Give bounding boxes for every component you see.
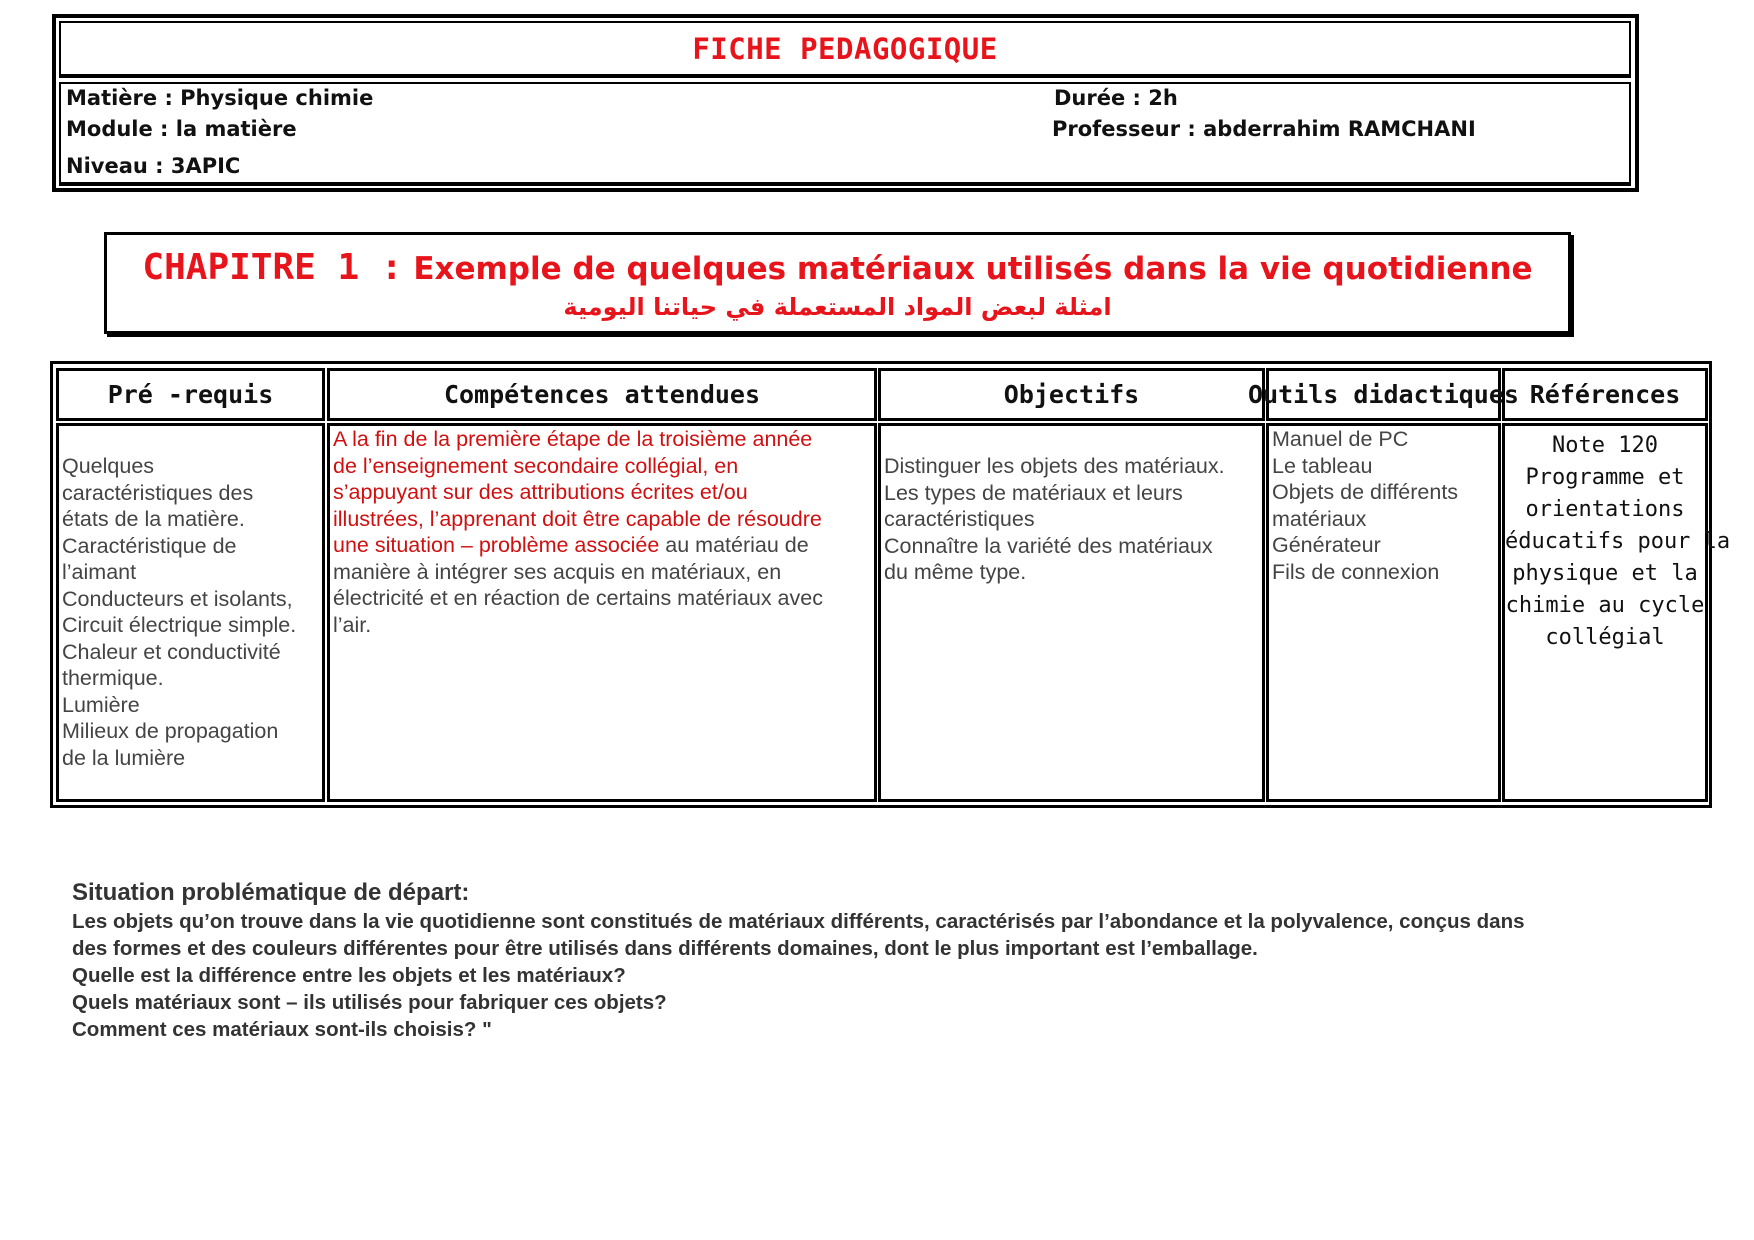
situation-lines xyxy=(72,908,1722,1043)
competences-line: illustrées, l’apprenant doit être capable de résoudre xyxy=(333,506,822,531)
prerequis-line: thermique. xyxy=(62,666,164,690)
outil-line: Générateur xyxy=(1272,533,1381,557)
reference-line: orientations xyxy=(1525,497,1685,522)
competences-line: A la fin de la première étape de la troisième année xyxy=(333,427,813,451)
competences-line: électricité et en réaction de certains matériaux avec xyxy=(333,586,823,610)
matiere-label: Matière : Physique chimie xyxy=(66,86,374,110)
competences-text xyxy=(333,426,823,638)
situation-line: Quelle est la différence entre les objets et les matériaux? xyxy=(72,964,626,987)
situation-line: Quels matériaux sont – ils utilisés pour fabriquer ces objets? xyxy=(72,991,667,1014)
pedagogy-table xyxy=(50,361,1731,808)
niveau-label: Niveau : 3APIC xyxy=(66,154,241,178)
competences-mixed-red: une situation – problème associée xyxy=(333,533,660,557)
col-header-outils: Outils didactiques xyxy=(1266,368,1501,421)
reference-line: Note 120 xyxy=(1552,433,1658,458)
competences-line: de l’enseignement secondaire collégial, en xyxy=(333,453,739,478)
prerequis-line: de la lumière xyxy=(62,745,186,770)
situation-line: Les objets qu’on trouve dans la vie quotidienne sont constitués de matériaux différents, caractérisés par l’abondance et la polyvalence, conçus dans xyxy=(72,910,1525,933)
objectif-line: caractéristiques xyxy=(884,507,1035,531)
cell-references xyxy=(1502,423,1731,802)
page-title: FICHE PEDAGOGIQUE xyxy=(692,31,998,66)
competences-line: l’air. xyxy=(333,612,372,637)
cell-objectifs xyxy=(878,423,1265,802)
competences-line: s’appuyant sur des attributions écrites et/ou xyxy=(333,480,748,504)
competences-mixed-line xyxy=(333,532,823,559)
situation-line: Comment ces matériaux sont-ils choisis? " xyxy=(72,1018,492,1041)
prerequis-line: Quelques xyxy=(62,454,155,478)
outil-line: Le tableau xyxy=(1272,453,1373,478)
objectif-line: du même type. xyxy=(884,560,1027,584)
col-header-prerequis: Pré -requis xyxy=(56,368,325,421)
reference-line: Programme et xyxy=(1525,465,1685,490)
header-info-box xyxy=(59,82,1631,186)
module-label: Module : la matière xyxy=(66,117,297,141)
competences-red-lines xyxy=(333,426,823,532)
chapter-box xyxy=(104,232,1571,334)
chapter-label: CHAPITRE 1 : xyxy=(142,247,403,288)
outil-line: Objets de différents xyxy=(1272,480,1459,504)
outil-line: Fils de connexion xyxy=(1272,559,1440,584)
prerequis-line: caractéristiques des xyxy=(62,480,254,505)
reference-line: chimie au cycle xyxy=(1505,593,1705,618)
prerequis-line: Circuit électrique simple. xyxy=(62,613,297,637)
header-title-box xyxy=(59,21,1631,78)
prerequis-line: Milieux de propagation xyxy=(62,719,279,743)
prerequis-line: Chaleur et conductivité xyxy=(62,639,281,664)
chapter-title xyxy=(107,247,1568,288)
outil-line: Manuel de PC xyxy=(1272,427,1409,451)
situation-title: Situation problématique de départ: xyxy=(72,879,470,906)
competences-black-lines xyxy=(333,559,823,639)
col-header-references: Références xyxy=(1502,368,1708,421)
cell-competences xyxy=(327,423,877,802)
chapter-title-text: Exemple de quelques matériaux utilisés dans la vie quotidienne xyxy=(413,251,1533,287)
prerequis-line: Lumière xyxy=(62,692,140,717)
reference-line: collégial xyxy=(1545,625,1665,650)
competences-line: manière à intégrer ses acquis en matériaux, en xyxy=(333,559,782,584)
professeur-label: Professeur : abderrahim RAMCHANI xyxy=(1052,117,1476,141)
objectif-line: Distinguer les objets des matériaux. xyxy=(884,454,1225,478)
reference-line: éducatifs pour la xyxy=(1505,529,1731,554)
competences-mixed-black: au matériau de xyxy=(659,533,809,557)
objectif-line: Connaître la variété des matériaux xyxy=(884,533,1213,558)
prerequis-list xyxy=(62,453,296,771)
prerequis-line: états de la matière. xyxy=(62,507,245,531)
situation-line: des formes et des couleurs différentes pour être utilisés dans différents domaines, dont le plus important est l’emballage. xyxy=(72,937,1258,960)
prerequis-line: Conducteurs et isolants, xyxy=(62,586,293,611)
prerequis-line: Caractéristique de xyxy=(62,533,237,558)
outils-list xyxy=(1272,426,1458,585)
col-header-objectifs: Objectifs xyxy=(878,368,1265,421)
prerequis-line: l’aimant xyxy=(62,560,137,584)
cell-prerequis xyxy=(56,423,325,802)
duree-label: Durée : 2h xyxy=(1054,86,1178,110)
reference-line: physique et la xyxy=(1512,561,1698,586)
references-list xyxy=(1505,430,1731,654)
objectif-line: Les types de matériaux et leurs xyxy=(884,480,1183,505)
situation-section xyxy=(72,878,1722,1043)
cell-outils xyxy=(1266,423,1501,802)
col-header-competences: Compétences attendues xyxy=(327,368,877,421)
chapter-arabic-title: امثلة لبعض المواد المستعملة في حياتنا اليومية xyxy=(563,293,1112,321)
objectifs-list xyxy=(884,453,1225,586)
outil-line: matériaux xyxy=(1272,506,1367,531)
